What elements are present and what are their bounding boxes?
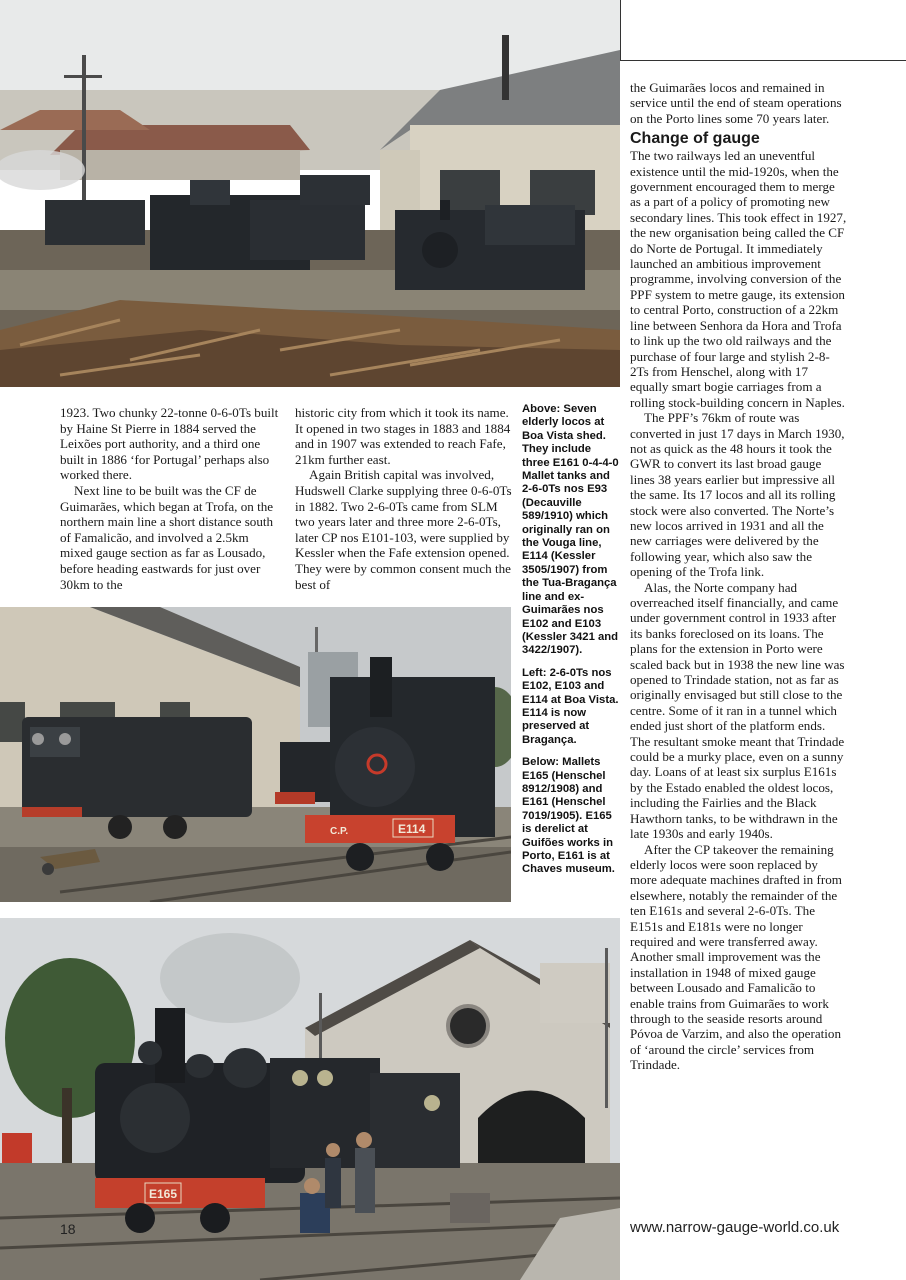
col2-paragraph-1: historic city from which it took its name. It opened in two stages in 1883 and 1884 and in 1907 was extended to reach Fafe, 21km further east. [295, 405, 511, 467]
caption-above: Above: Seven elderly locos at Boa Vista shed. They include three E161 0-4-4-0 Mallet tanks and 2-6-0Ts nos E93 (Decauville 589/1910) which originally ran on the Vouga line, E114 (Kessler 3505/1907) from the Tua-Bragança line and ex-Guimarães nos E102 and E103 (Kessler 3421 and 3422/1907). [522, 403, 619, 657]
middle-loco-number-plate: E114 [398, 822, 426, 836]
middle-loco-buffer-label: C.P. [330, 826, 349, 837]
photo-captions [522, 403, 620, 886]
website-url: www.narrow-gauge-world.co.uk [630, 1219, 840, 1236]
col1-paragraph-2: Next line to be built was the CF de Guimarães, which began at Trofa, on the northern main line a short distance south of Famalicão, and involved a 2.5km mixed gauge section as far as Lousado, before heading eastwards for just over 30km to the [60, 482, 274, 592]
body-column-2 [295, 405, 515, 592]
right-col-paragraph-1: The two railways led an uneventful existence until the mid-1920s, when the government encouraged them to merge as a part of a policy of promoting new secondary lines. This took effect in 1927, the new organisation being called the CF do Norte de Portugal. It immediately launched an ambitious improvement programme, involving conversion of the PPF system to metre gauge, its extension to central Porto, construction of a 22km line between Senhora da Hora and Trofa to link up the two old railways and the purchase of four large and stylish 2-8-2Ts from Henschel, along with 17 equally smart bogie carriages from a rolling stock-building concern in Naples. [630, 148, 847, 410]
right-col-paragraph-2: The PPF’s 76km of route was converted in just 17 days in March 1930, not as quick as the 48 hours it took the GWR to convert its last broad gauge lines 38 years earlier but impressive all the same. Its 17 locos and all its rolling stock were also converted. The Norte’s new locos arrived in 1931 and all the new carriages were delivered by the following year, which also saw the opening of the Trofa link. [630, 410, 845, 580]
photo-2-6-0t-locos [0, 607, 511, 902]
col1-paragraph-1: 1923. Two chunky 22-tonne 0-6-0Ts built by Haine St Pierre in 1884 served the Leixões port authority, and a third one built in 1886 ‘for Portugal’ perhaps also worked there. [60, 405, 279, 483]
right-col-intro: the Guimarães locos and remained in service until the end of steam operations on the Porto lines some 70 years later. [630, 80, 842, 126]
right-col-paragraph-3: Alas, the Norte company had overreached itself financially, and came under government control in 1933 after its banks foreclosed on its loans. The plans for the extension in Porto were scaled back but in 1938 the new line was opened to Trindade station, not as far as originally envisaged but still close to the centre. Some of it ran in a tunnel which ended just short of the platform ends. The resultant smoke meant that Trindade could be a murky place, even on a sunny day. Loans of at least six surplus E161s by the Estado enabled the oldest locos, including the Fairlies and the Black Hawthorn tanks, to be withdrawn in the late 1930s and early 1940s. [630, 579, 845, 842]
header-divider-horizontal [620, 60, 906, 61]
body-column-3 [630, 80, 848, 1073]
photo-boa-vista-shed [0, 0, 620, 387]
right-col-paragraph-4: After the CP takeover the remaining elderly locos were soon replaced by more adequate machines drafted in from elsewhere, notably the remainder of the ten E161s and several 2-6-0Ts. The E151s and E181s were no longer required and were transferred away. Another small improvement was the installation in 1948 of mixed gauge between Lousado and Famalicão to enable trains from Guimarães to work through to the seaside resorts around Póvoa de Varzim, and also the operation of ‘around the circle’ services from Trindade. [630, 841, 842, 1073]
col2-paragraph-2: Again British capital was involved, Hudswell Clarke supplying three 0-6-0Ts in 1882. Two 2-6-0Ts came from SLM two years later and three more 2-6-0Ts, later CP nos E101-103, were supplied by Kessler when the Fafe extension opened. They were by common consent much the best of [295, 467, 512, 592]
section-heading-change-of-gauge: Change of gauge [630, 130, 760, 148]
caption-left: Left: 2-6-0Ts nos E102, E103 and E114 at Boa Vista. E114 is now preserved at Bragança. [522, 666, 619, 746]
header-divider-vertical [620, 0, 621, 60]
photo-mallets-e165-e161 [0, 918, 620, 1280]
bottom-loco-number-plate: E165 [149, 1187, 178, 1201]
body-column-1 [60, 405, 282, 592]
page-number: 18 [60, 1221, 76, 1237]
caption-below: Below: Mallets E165 (Henschel 8912/1908) and E161 (Henschel 7019/1905). E165 is derelict at Guifões works in Porto, E161 is at Chaves museum. [522, 756, 615, 876]
